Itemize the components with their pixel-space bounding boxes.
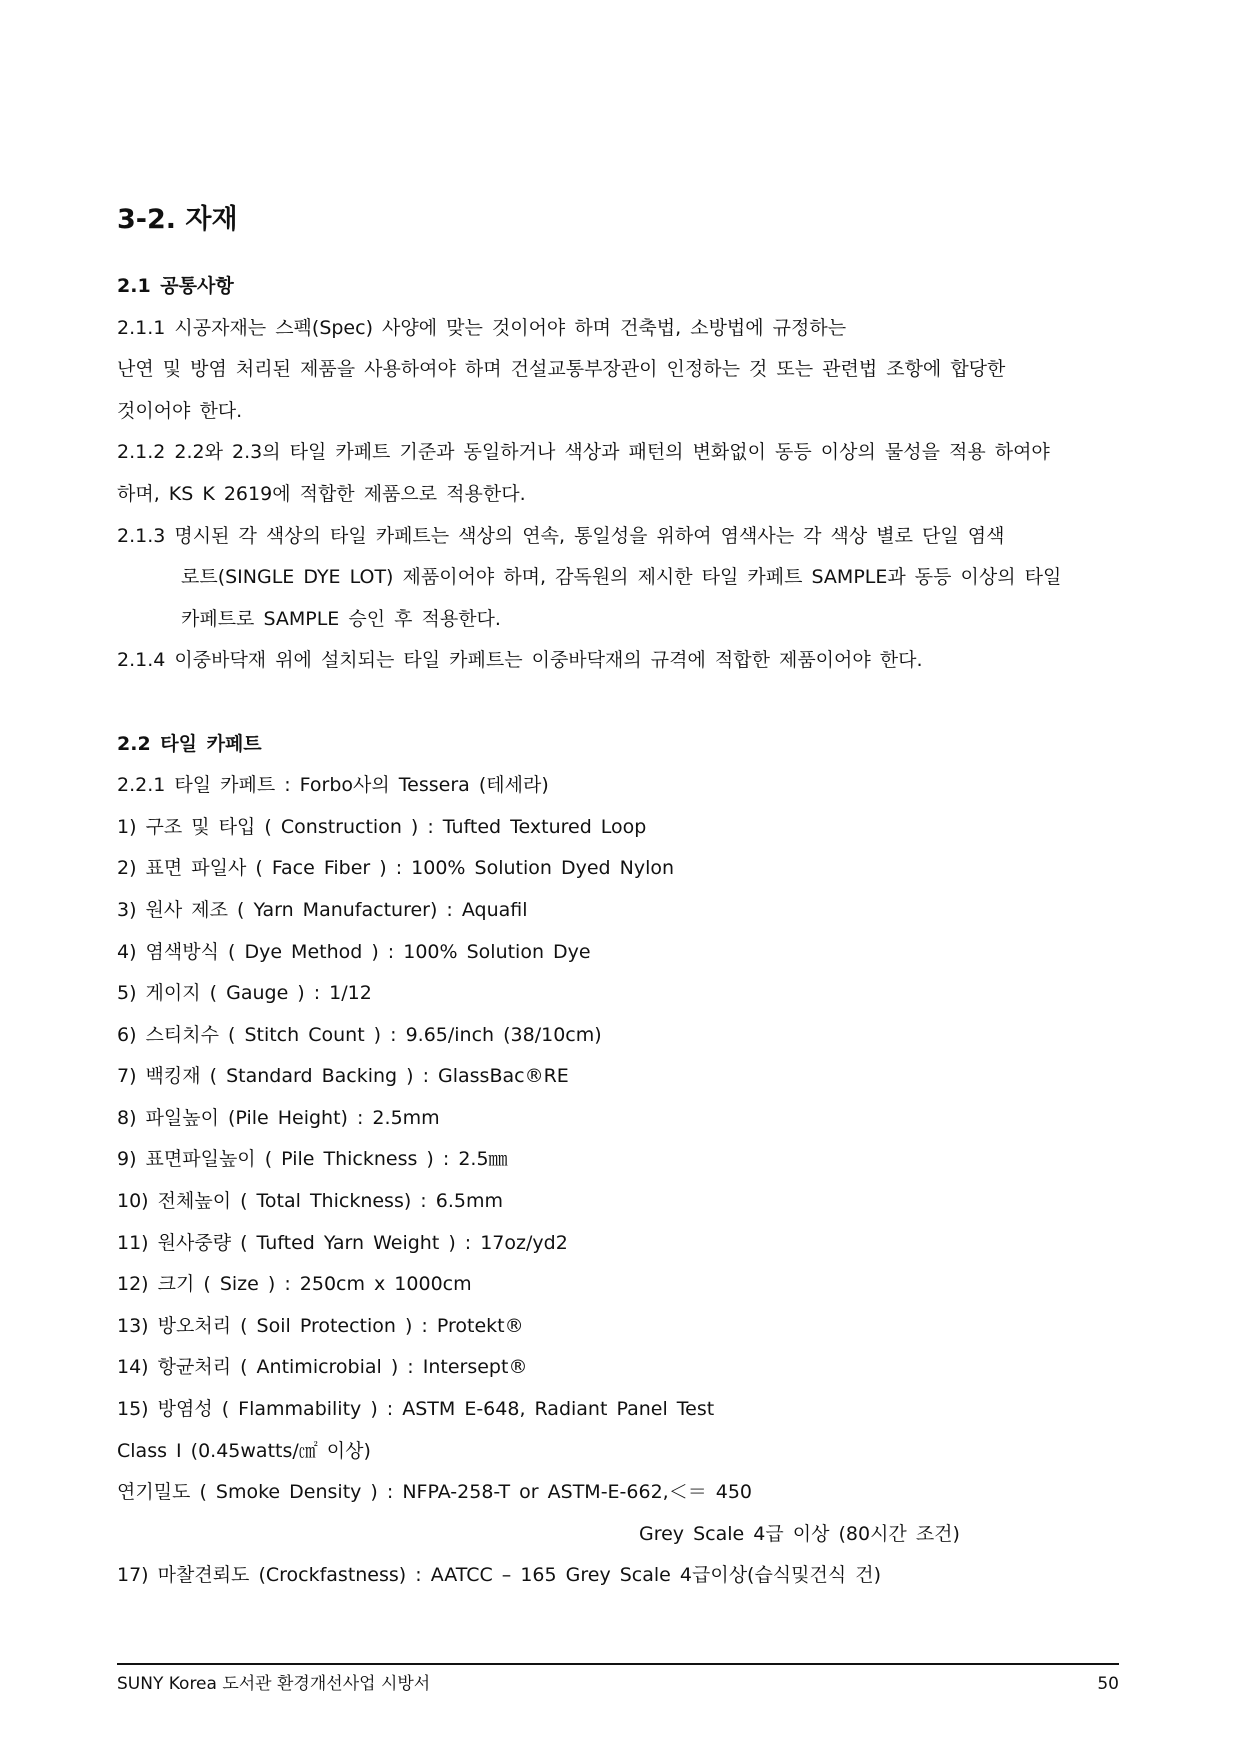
lightfastness-value: Grey Scale 4급 이상 (80시간 조건) [639,1522,960,1545]
spec-item: 8) 파일높이 (Pile Height) : 2.5mm [117,1106,440,1129]
spec-item: 12) 크기 ( Size ) : 250cm x 1000cm [117,1273,472,1296]
paragraph-line: 하며, KS K 2619에 적합한 제품으로 적용한다. [117,482,526,505]
spec-item: 10) 전체높이 ( Total Thickness) : 6.5mm [117,1190,503,1213]
spec-item: 6) 스티치수 ( Stitch Count ) : 9.65/inch (38/10cm) [117,1023,602,1046]
body-text [117,266,1119,1597]
paragraph-line: 난연 및 방염 처리된 제품을 사용하여야 하며 건설교통부장관이 인정하는 것 또는 관련법 조항에 합당한 [117,358,1006,381]
paragraph-line-indented: 카페트로 SAMPLE 승인 후 적용한다. [181,607,501,630]
spec-item: 1) 구조 및 타입 ( Construction ) : Tufted Textured Loop [117,815,647,838]
spec-item: 4) 염색방식 ( Dye Method ) : 100% Solution Dye [117,940,591,963]
paragraph-line-indented: 로트(SINGLE DYE LOT) 제품이어야 하며, 감독원의 제시한 타일 카페트 SAMPLE과 동등 이상의 타일 [181,566,1062,589]
subsection-heading-tile-carpet: 2.2 타일 카페트 [117,732,262,755]
spec-item: 14) 항균처리 ( Antimicrobial ) : Intersept® [117,1356,528,1379]
section-title: 3-2. 자재 [117,204,238,235]
footer-doc-title: SUNY Korea 도서관 환경개선사업 시방서 [117,1674,431,1694]
paragraph-line: 2.1.3 명시된 각 색상의 타일 카페트는 색상의 연속, 통일성을 위하여 염색사는 각 색상 별로 단일 염색 [117,524,1005,547]
flammability-class: Class Ⅰ (0.45watts/㎠ 이상) [117,1439,371,1462]
paragraph-line: 2.1.4 이중바닥재 위에 설치되는 타일 카페트는 이중바닥재의 규격에 적합한 제품이어야 한다. [117,649,923,672]
paragraph-line: 2.1.1 시공자재는 스펙(Spec) 사양에 맞는 것이어야 하며 건축법, 소방법에 규정하는 [117,316,847,339]
spec-item-lightfastness [117,1514,1119,1556]
smoke-density: 연기밀도 ( Smoke Density ) : NFPA-258-T or ASTM-E-662,＜＝ 450 [117,1481,753,1504]
spec-item: 5) 게이지 ( Gauge ) : 1/12 [117,982,372,1005]
tile-carpet-intro: 2.2.1 타일 카페트 : Forbo사의 Tessera (테세라) [117,774,549,797]
paragraph-line: 2.1.2 2.2와 2.3의 타일 카페트 기준과 동일하거나 색상과 패턴의 변화없이 동등 이상의 물성을 적용 하여야 [117,441,1050,464]
subsection-heading-common: 2.1 공통사항 [117,275,234,297]
paragraph-line: 것이어야 한다. [117,399,243,422]
spec-item: 7) 백킹재 ( Standard Backing ) : GlassBac®RE [117,1065,569,1088]
spec-item: 11) 원사중량 ( Tufted Yarn Weight ) : 17oz/yd2 [117,1231,568,1254]
spec-item-crockfastness: 17) 마찰견뢰도 (Crockfastness) : AATCC – 165 Grey Scale 4급이상(습식및건식 건) [117,1564,882,1587]
footer-page-number: 50 [1097,1674,1119,1694]
spec-item: 13) 방오처리 ( Soil Protection ) : Protekt® [117,1314,524,1337]
blank-line [117,682,1119,724]
spec-item: 9) 표면파일높이 ( Pile Thickness ) : 2.5㎜ [117,1148,508,1171]
spec-item: 15) 방염성 ( Flammability ) : ASTM E-648, Radiant Panel Test [117,1398,715,1421]
spec-item: 3) 원사 제조 ( Yarn Manufacturer) : Aquafil [117,898,528,921]
footer-divider [117,1663,1119,1665]
spec-item: 2) 표면 파일사 ( Face Fiber ) : 100% Solution Dyed Nylon [117,857,675,880]
